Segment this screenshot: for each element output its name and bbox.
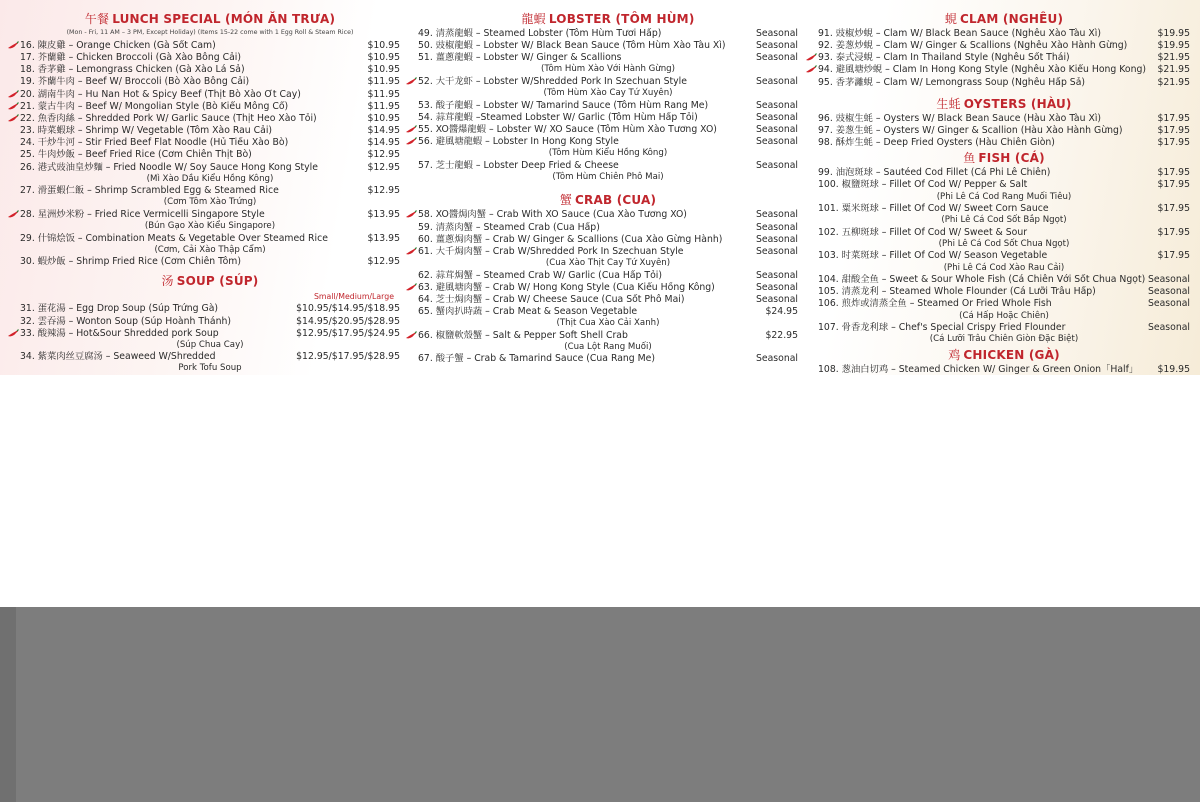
menu-item-price: $21.95 bbox=[1157, 64, 1190, 76]
menu-item-price: Seasonal bbox=[755, 28, 798, 39]
menu-item-subtitle: (Cơm, Cải Xào Thập Cẩm) bbox=[154, 244, 266, 255]
menu-item bbox=[20, 40, 400, 52]
menu-item-subtitle: (Cá Hấp Hoặc Chiên) bbox=[959, 310, 1049, 321]
menu-item-price: $17.95 bbox=[1157, 112, 1190, 124]
menu-item bbox=[818, 203, 1190, 215]
menu-item-price: Seasonal bbox=[755, 123, 798, 135]
menu-item-price: $21.95 bbox=[1157, 52, 1190, 64]
menu-item bbox=[20, 233, 400, 245]
section-title-text: LUNCH SPECIAL (MÓN ĂN TRƯA) bbox=[112, 12, 336, 26]
menu-item-price: Seasonal bbox=[755, 293, 798, 305]
menu-item-name: 56. 避風塘龍蝦 – Lobster In Hong Kong Style bbox=[418, 136, 619, 148]
chili-pepper-icon bbox=[805, 53, 817, 62]
menu-item-price: $11.95 bbox=[367, 100, 400, 112]
section-title-chinese: 生蚝 bbox=[936, 96, 961, 111]
menu-item bbox=[20, 256, 400, 268]
menu-item-price: $12.95 bbox=[367, 161, 400, 173]
menu-item-price: $13.95 bbox=[367, 232, 400, 244]
menu-item bbox=[818, 322, 1190, 334]
menu-item bbox=[818, 179, 1190, 191]
menu-item bbox=[418, 306, 798, 318]
menu-item bbox=[20, 209, 400, 221]
menu-item bbox=[818, 250, 1190, 262]
menu-item-price: $11.95 bbox=[367, 88, 400, 100]
menu-item-name: 30. 蝦炒飯 – Shrimp Fried Rice (Cơm Chiên Tôm) bbox=[20, 256, 241, 268]
menu-item-subtitle: (Cơm Tôm Xào Trứng) bbox=[163, 197, 257, 208]
menu-item bbox=[20, 162, 400, 174]
menu-item-price: Seasonal bbox=[755, 221, 798, 233]
menu-item-name: 26. 港式豉油皇炒麵 – Fried Noodle W/ Soy Sauce Hong Kong Style bbox=[20, 161, 318, 173]
gray-overlay bbox=[0, 607, 1200, 802]
chili-pepper-icon bbox=[405, 247, 417, 256]
menu-item-name: 28. 星洲炒米粉 – Fried Rice Vermicelli Singapore Style bbox=[20, 208, 265, 220]
menu-item-name: 29. 什锦烩饭 – Combination Meats & Vegetable Over Steamed Rice bbox=[20, 232, 328, 244]
menu-item-price: $19.95 bbox=[1157, 363, 1190, 375]
menu-page bbox=[0, 0, 1200, 375]
menu-item-price: $19.95 bbox=[1157, 40, 1190, 52]
menu-item-price: $11.95 bbox=[367, 76, 400, 88]
menu-item bbox=[818, 40, 1190, 52]
section-title-text: LOBSTER (TÔM HÙM) bbox=[548, 12, 695, 26]
menu-item-price: $22.95 bbox=[765, 329, 798, 341]
menu-item-price: Seasonal bbox=[1147, 298, 1190, 310]
menu-item-price: Seasonal bbox=[755, 209, 798, 221]
menu-item bbox=[418, 270, 798, 282]
menu-item-price: $19.95 bbox=[1157, 28, 1190, 39]
menu-item-name: 63. 避風塘肉蟹 – Crab W/ Hong Kong Style (Cua Kiểu Hồng Kông) bbox=[418, 281, 715, 293]
menu-column-3 bbox=[818, 10, 1190, 375]
section-title-text: OYSTERS (HÀU) bbox=[963, 96, 1072, 111]
section-title-text: SOUP (SÚP) bbox=[176, 274, 259, 289]
menu-item-subtitle: (Cua Xào Thịt Cay Tứ Xuyên) bbox=[545, 258, 671, 269]
menu-item bbox=[818, 137, 1190, 149]
menu-item-subtitle: (Thịt Cua Xào Cải Xanh) bbox=[556, 318, 660, 329]
menu-item bbox=[418, 222, 798, 234]
menu-item-price: $10.95/$14.95/$18.95 bbox=[296, 303, 400, 315]
menu-item-price: Seasonal bbox=[1147, 322, 1190, 333]
menu-item-price: $14.95 bbox=[367, 137, 400, 149]
section-title bbox=[818, 348, 1190, 363]
menu-item-name: 95. 香茅灕蜆 – Clam W/ Lemongrass Soup (Nghêu Hấp Sả) bbox=[818, 76, 1086, 88]
menu-item-price: $24.95 bbox=[765, 306, 798, 317]
menu-item-name: 108. 葱油白切鸡 – Steamed Chicken W/ Ginger & Green Onion「Half」 bbox=[818, 363, 1139, 375]
menu-item bbox=[818, 52, 1190, 64]
menu-item-price: Seasonal bbox=[755, 245, 798, 257]
menu-item-name: 62. 蒜茸焗蟹 – Steamed Crab W/ Garlic (Cua Hấp Tỏi) bbox=[418, 269, 662, 281]
menu-item-price: Seasonal bbox=[755, 159, 798, 171]
chili-pepper-icon bbox=[7, 210, 19, 219]
menu-item bbox=[418, 282, 798, 294]
menu-item-subtitle: Pork Tofu Soup bbox=[178, 363, 242, 374]
menu-item-name: 98. 酥炸生蚝 – Deep Fried Oysters (Hàu Chiên Giòn) bbox=[818, 137, 1055, 149]
menu-item-price: Seasonal bbox=[755, 281, 798, 293]
menu-item-name: 103. 时菜斑球 – Fillet Of Cod W/ Season Vegetable bbox=[818, 250, 1048, 262]
menu-item-price: $12.95 bbox=[367, 256, 400, 268]
menu-item bbox=[818, 77, 1190, 89]
menu-item-subtitle: (Phi Lê Cá Cod Sốt Chua Ngọt) bbox=[938, 238, 1070, 249]
menu-item-name: 51. 薑蔥龍蝦 – Lobster W/ Ginger & Scallions bbox=[418, 52, 622, 64]
section-title bbox=[818, 97, 1190, 112]
menu-item-price: $21.95 bbox=[1157, 76, 1190, 88]
menu-item-price: Seasonal bbox=[1147, 286, 1190, 298]
menu-item-price: Seasonal bbox=[755, 40, 798, 52]
blank-area bbox=[0, 375, 1200, 607]
menu-item-name: 107. 骨香龙利球 – Chef's Special Crispy Fried Flounder bbox=[818, 322, 1066, 333]
menu-item-name: 96. 豉椒生蚝 – Oysters W/ Black Bean Sauce (Hàu Xào Tàu Xì) bbox=[818, 112, 1102, 124]
menu-item-price: Seasonal bbox=[755, 99, 798, 111]
menu-item-name: 101. 粟米斑球 – Fillet Of Cod W/ Sweet Corn Sauce bbox=[818, 203, 1049, 215]
menu-item-subtitle: (Cá Lưỡi Trâu Chiên Giòn Đặc Biệt) bbox=[929, 334, 1079, 345]
menu-item-name: 31. 蛋花湯 – Egg Drop Soup (Súp Trứng Gà) bbox=[20, 303, 219, 315]
menu-item-name: 55. XO醬爆龍蝦 – Lobster W/ XO Sauce (Tôm Hùm Xào Tương XO) bbox=[418, 123, 717, 135]
menu-item bbox=[20, 125, 400, 137]
section-title-chinese: 蟹 bbox=[559, 193, 573, 208]
menu-item-subtitle: (Bún Gạo Xào Kiểu Singapore) bbox=[144, 221, 276, 232]
menu-item-price: $10.95 bbox=[367, 112, 400, 124]
menu-item-price: $17.95 bbox=[1157, 167, 1190, 179]
menu-item bbox=[818, 64, 1190, 76]
menu-item-price: $17.95 bbox=[1157, 250, 1190, 262]
menu-item bbox=[20, 137, 400, 149]
menu-item-subtitle: (Tôm Hùm Xào Cay Tứ Xuyên) bbox=[543, 88, 673, 99]
menu-item-name: 50. 豉椒龍蝦 – Lobster W/ Black Bean Sauce (Tôm Hùm Xào Tàu Xì) bbox=[418, 40, 726, 52]
menu-item-name: 59. 清蒸肉蟹 – Steamed Crab (Cua Hấp) bbox=[418, 221, 600, 233]
menu-column-1 bbox=[20, 10, 400, 375]
menu-item-price: $10.95 bbox=[367, 64, 400, 76]
menu-item-price: $10.95 bbox=[367, 52, 400, 64]
menu-item-price: Seasonal bbox=[755, 136, 798, 148]
menu-item-subtitle: (Tôm Hùm Xào Với Hành Gừng) bbox=[541, 64, 675, 75]
menu-item-name: 49. 清蒸龍蝦 – Steamed Lobster (Tôm Hùm Tươi Hấp) bbox=[418, 28, 662, 39]
section-title bbox=[418, 193, 798, 208]
menu-item-name: 106. 煎炸或清蒸全鱼 – Steamed Or Fried Whole Fish bbox=[818, 298, 1052, 310]
menu-item-price: $12.95/$17.95/$24.95 bbox=[296, 327, 400, 339]
menu-item bbox=[418, 234, 798, 246]
menu-item bbox=[418, 112, 798, 124]
menu-item bbox=[818, 113, 1190, 125]
menu-item-price: $12.95/$17.95/$28.95 bbox=[296, 351, 400, 363]
menu-item bbox=[418, 52, 798, 64]
menu-item-name: 57. 芝士龍蝦 – Lobster Deep Fried & Cheese bbox=[418, 159, 619, 171]
menu-item-name: 64. 芝士焗肉蟹 – Crab W/ Cheese Sauce (Cua Sốt Phô Mai) bbox=[418, 293, 685, 305]
chili-pepper-icon bbox=[405, 283, 417, 292]
menu-item-name: 52. 大干龙虾 – Lobster W/Shredded Pork In Szechuan Style bbox=[418, 75, 687, 87]
menu-item bbox=[418, 209, 798, 221]
menu-item-subtitle: (Cua Lột Rang Muối) bbox=[564, 341, 652, 352]
menu-item-subtitle: (Mì Xào Dầu Kiểu Hồng Kông) bbox=[146, 173, 274, 184]
menu-item-price: Seasonal bbox=[755, 353, 798, 365]
menu-item-price: Seasonal bbox=[755, 269, 798, 281]
menu-item-name: 66. 椒鹽軟殼蟹 – Salt & Pepper Soft Shell Crab bbox=[418, 329, 628, 341]
section-title-chinese: 汤 bbox=[161, 274, 174, 289]
menu-item-name: 102. 五柳斑球 – Fillet Of Cod W/ Sweet & Sour bbox=[818, 226, 1028, 238]
menu-item-name: 100. 椒鹽斑球 – Fillet Of Cod W/ Pepper & Salt bbox=[818, 179, 1028, 191]
menu-item-subtitle: (Súp Chua Cay) bbox=[176, 339, 244, 350]
menu-item bbox=[418, 136, 798, 148]
menu-item-name: 92. 姜葱炒蜆 – Clam W/ Ginger & Scallions (Nghêu Xào Hành Gừng) bbox=[818, 40, 1128, 52]
menu-item-name: 65. 蟹肉扒時蔬 – Crab Meat & Season Vegetable bbox=[418, 306, 638, 317]
menu-item bbox=[20, 149, 400, 161]
menu-item-name: 23. 時菜蝦球 – Shrimp W/ Vegetable (Tôm Xào Rau Cải) bbox=[20, 125, 273, 137]
menu-item-name: 61. 大千焗肉蟹 – Crab W/Shredded Pork In Szechuan Style bbox=[418, 245, 684, 257]
menu-item-price: $17.95 bbox=[1157, 203, 1190, 215]
menu-item bbox=[418, 124, 798, 136]
menu-item bbox=[818, 364, 1190, 375]
menu-item-name: 53. 酸子龍蝦 – Lobster W/ Tamarind Sauce (Tôm Hùm Rang Me) bbox=[418, 99, 709, 111]
menu-item bbox=[818, 227, 1190, 239]
menu-item-name: 17. 芥蘭雞 – Chicken Broccoli (Gà Xào Bông Cải) bbox=[20, 52, 242, 64]
section-title bbox=[20, 274, 400, 289]
section-title-text: FISH (CÁ) bbox=[978, 151, 1045, 166]
menu-item bbox=[20, 52, 400, 64]
section-title-chinese: 蜆 bbox=[944, 12, 958, 26]
menu-item bbox=[20, 328, 400, 340]
menu-item-name: 34. 紫菜肉丝豆腐汤 – Seaweed W/Shredded bbox=[20, 351, 216, 363]
chili-pepper-icon bbox=[7, 329, 19, 338]
menu-item bbox=[20, 76, 400, 88]
menu-item bbox=[818, 298, 1190, 310]
menu-item bbox=[418, 40, 798, 52]
chili-pepper-icon bbox=[405, 77, 417, 86]
menu-item-subtitle: (Tôm Hùm Chiên Phô Mai) bbox=[552, 171, 664, 182]
menu-item-price: $17.95 bbox=[1157, 226, 1190, 238]
menu-item-name: 27. 滑蛋蝦仁飯 – Shrimp Scrambled Egg & Steamed Rice bbox=[20, 185, 279, 197]
section-title-text: CLAM (NGHÊU) bbox=[960, 12, 1064, 26]
menu-item-name: 25. 牛肉炒飯 – Beef Fried Rice (Cơm Chiên Thịt Bò) bbox=[20, 149, 252, 161]
menu-item bbox=[418, 246, 798, 258]
menu-item-price: $14.95 bbox=[367, 125, 400, 137]
chili-pepper-icon bbox=[7, 90, 19, 99]
menu-item bbox=[418, 330, 798, 342]
menu-item-price: Seasonal bbox=[755, 233, 798, 245]
menu-item-price: Seasonal bbox=[755, 52, 798, 64]
menu-item-name: 58. XO醬焗肉蟹 – Crab With XO Sauce (Cua Xào Tương XO) bbox=[418, 209, 687, 221]
section-title bbox=[818, 12, 1190, 27]
chili-pepper-icon bbox=[405, 210, 417, 219]
menu-item bbox=[418, 353, 798, 365]
menu-item bbox=[818, 28, 1190, 40]
menu-column-2 bbox=[418, 10, 798, 365]
menu-item-price: $17.95 bbox=[1157, 124, 1190, 136]
menu-item bbox=[818, 125, 1190, 137]
menu-item-name: 24. 干炒牛河 – Stir Fried Beef Flat Noodle (Hủ Tiếu Xào Bò) bbox=[20, 137, 289, 149]
menu-item-name: 19. 芥蘭牛肉 – Beef W/ Broccoli (Bò Xào Bông Cải) bbox=[20, 76, 250, 88]
menu-item-name: 91. 豉椒炒蜆 – Clam W/ Black Bean Sauce (Nghêu Xào Tàu Xì) bbox=[818, 28, 1101, 39]
menu-item-name: 104. 甜酸全鱼 – Sweet & Sour Whole Fish (Cá Chiên Với Sốt Chua Ngọt) bbox=[818, 274, 1146, 286]
menu-item-name: 93. 泰式浸蜆 – Clam In Thailand Style (Nghêu Sốt Thái) bbox=[818, 52, 1070, 64]
menu-item-name: 60. 薑蔥焗肉蟹 – Crab W/ Ginger & Scallions (Cua Xào Gừng Hành) bbox=[418, 233, 723, 245]
chili-pepper-icon bbox=[405, 137, 417, 146]
menu-item bbox=[20, 101, 400, 113]
size-options-label: Small/Medium/Large bbox=[313, 292, 394, 302]
chili-pepper-icon bbox=[805, 65, 817, 74]
menu-item bbox=[20, 185, 400, 197]
menu-item-name: 105. 清蒸龙利 – Steamed Whole Flounder (Cá Lưỡi Trâu Hấp) bbox=[818, 286, 1096, 298]
menu-item-price: $17.95 bbox=[1157, 179, 1190, 191]
menu-item bbox=[20, 316, 400, 328]
menu-item bbox=[418, 28, 798, 40]
chili-pepper-icon bbox=[405, 331, 417, 340]
menu-item-subtitle: (Phi Lê Cá Cod Rang Muối Tiêu) bbox=[936, 191, 1072, 202]
section-title-chinese: 鱼 bbox=[963, 151, 976, 166]
menu-item-price: $12.95 bbox=[367, 149, 400, 161]
menu-item-price: Seasonal bbox=[755, 75, 798, 87]
menu-item bbox=[418, 294, 798, 306]
menu-item-price: $13.95 bbox=[367, 208, 400, 220]
menu-item-name: 20. 湖南牛肉 – Hu Nan Hot & Spicy Beef (Thịt Bò Xào Ớt Cay) bbox=[20, 88, 301, 100]
chili-pepper-icon bbox=[7, 102, 19, 111]
section-title-chinese: 鸡 bbox=[948, 347, 961, 362]
menu-item-name: 99. 油泡斑球 – Sautéed Cod Fillet (Cá Phi Lê Chiên) bbox=[818, 167, 1051, 179]
section-title bbox=[818, 151, 1190, 166]
section-title-text: CHICKEN (GÀ) bbox=[963, 347, 1060, 362]
menu-item-name: 16. 陳皮雞 – Orange Chicken (Gà Sốt Cam) bbox=[20, 40, 216, 51]
menu-item-name: 94. 避風塘炒蜆 – Clam In Hong Kong Style (Nghêu Xào Kiểu Hong Kong) bbox=[818, 64, 1147, 76]
menu-item bbox=[20, 303, 400, 315]
menu-item bbox=[818, 274, 1190, 286]
section-title bbox=[418, 12, 798, 27]
menu-item bbox=[418, 76, 798, 88]
section-title-chinese: 午餐 bbox=[84, 12, 110, 26]
menu-item-price: Seasonal bbox=[1147, 274, 1190, 286]
section-note: (Mon - Fri, 11 AM – 3 PM, Except Holiday) (Items 15-22 come with 1 Egg Roll & Steam Rice) bbox=[66, 29, 354, 36]
menu-item bbox=[418, 100, 798, 112]
menu-item-subtitle: (Tôm Hùm Kiểu Hồng Kông) bbox=[548, 148, 668, 159]
menu-item bbox=[818, 286, 1190, 298]
menu-item bbox=[20, 89, 400, 101]
menu-item-name: 32. 雲吞湯 – Wonton Soup (Súp Hoành Thánh) bbox=[20, 315, 232, 327]
section-title-chinese: 龍蝦 bbox=[521, 12, 546, 26]
menu-item-name: 33. 酸辣湯 – Hot&Sour Shredded pork Soup bbox=[20, 327, 219, 339]
menu-item-name: 54. 蒜茸龍蝦 –Steamed Lobster W/ Garlic (Tôm Hùm Hấp Tỏi) bbox=[418, 111, 698, 123]
section-title-text: CRAB (CUA) bbox=[575, 193, 657, 208]
menu-item-price: Seasonal bbox=[755, 111, 798, 123]
menu-item bbox=[20, 351, 400, 363]
section-title bbox=[20, 12, 400, 27]
chili-pepper-icon bbox=[7, 41, 19, 50]
menu-item-price: $17.95 bbox=[1157, 137, 1190, 149]
menu-item-name: 67. 酸子蟹 – Crab & Tamarind Sauce (Cua Rang Me) bbox=[418, 353, 656, 365]
menu-item-name: 18. 香茅雞 – Lemongrass Chicken (Gà Xào Lá Sả) bbox=[20, 64, 245, 76]
menu-item-subtitle: (Phi Lê Cá Cod Xào Rau Cải) bbox=[943, 262, 1065, 273]
menu-item-subtitle: (Phi Lê Cá Cod Sốt Bắp Ngọt) bbox=[941, 215, 1067, 226]
size-header bbox=[20, 290, 400, 303]
menu-item-name: 97. 姜葱生蚝 – Oysters W/ Ginger & Scallion (Hàu Xào Hành Gừng) bbox=[818, 124, 1123, 136]
menu-item bbox=[418, 160, 798, 172]
menu-item bbox=[20, 113, 400, 125]
menu-item-name: 22. 魚香肉絲 – Shredded Pork W/ Garlic Sauce (Thịt Heo Xào Tỏi) bbox=[20, 112, 317, 124]
menu-item-price: $12.95 bbox=[367, 185, 400, 197]
menu-item-price: $10.95 bbox=[367, 40, 400, 51]
gray-overlay-edge bbox=[0, 607, 16, 802]
menu-item-price: $14.95/$20.95/$28.95 bbox=[296, 315, 400, 327]
menu-item bbox=[20, 64, 400, 76]
menu-item bbox=[818, 167, 1190, 179]
chili-pepper-icon bbox=[405, 125, 417, 134]
chili-pepper-icon bbox=[7, 114, 19, 123]
menu-item-name: 21. 蒙古牛肉 – Beef W/ Mongolian Style (Bò Kiểu Mông Cổ) bbox=[20, 100, 289, 112]
